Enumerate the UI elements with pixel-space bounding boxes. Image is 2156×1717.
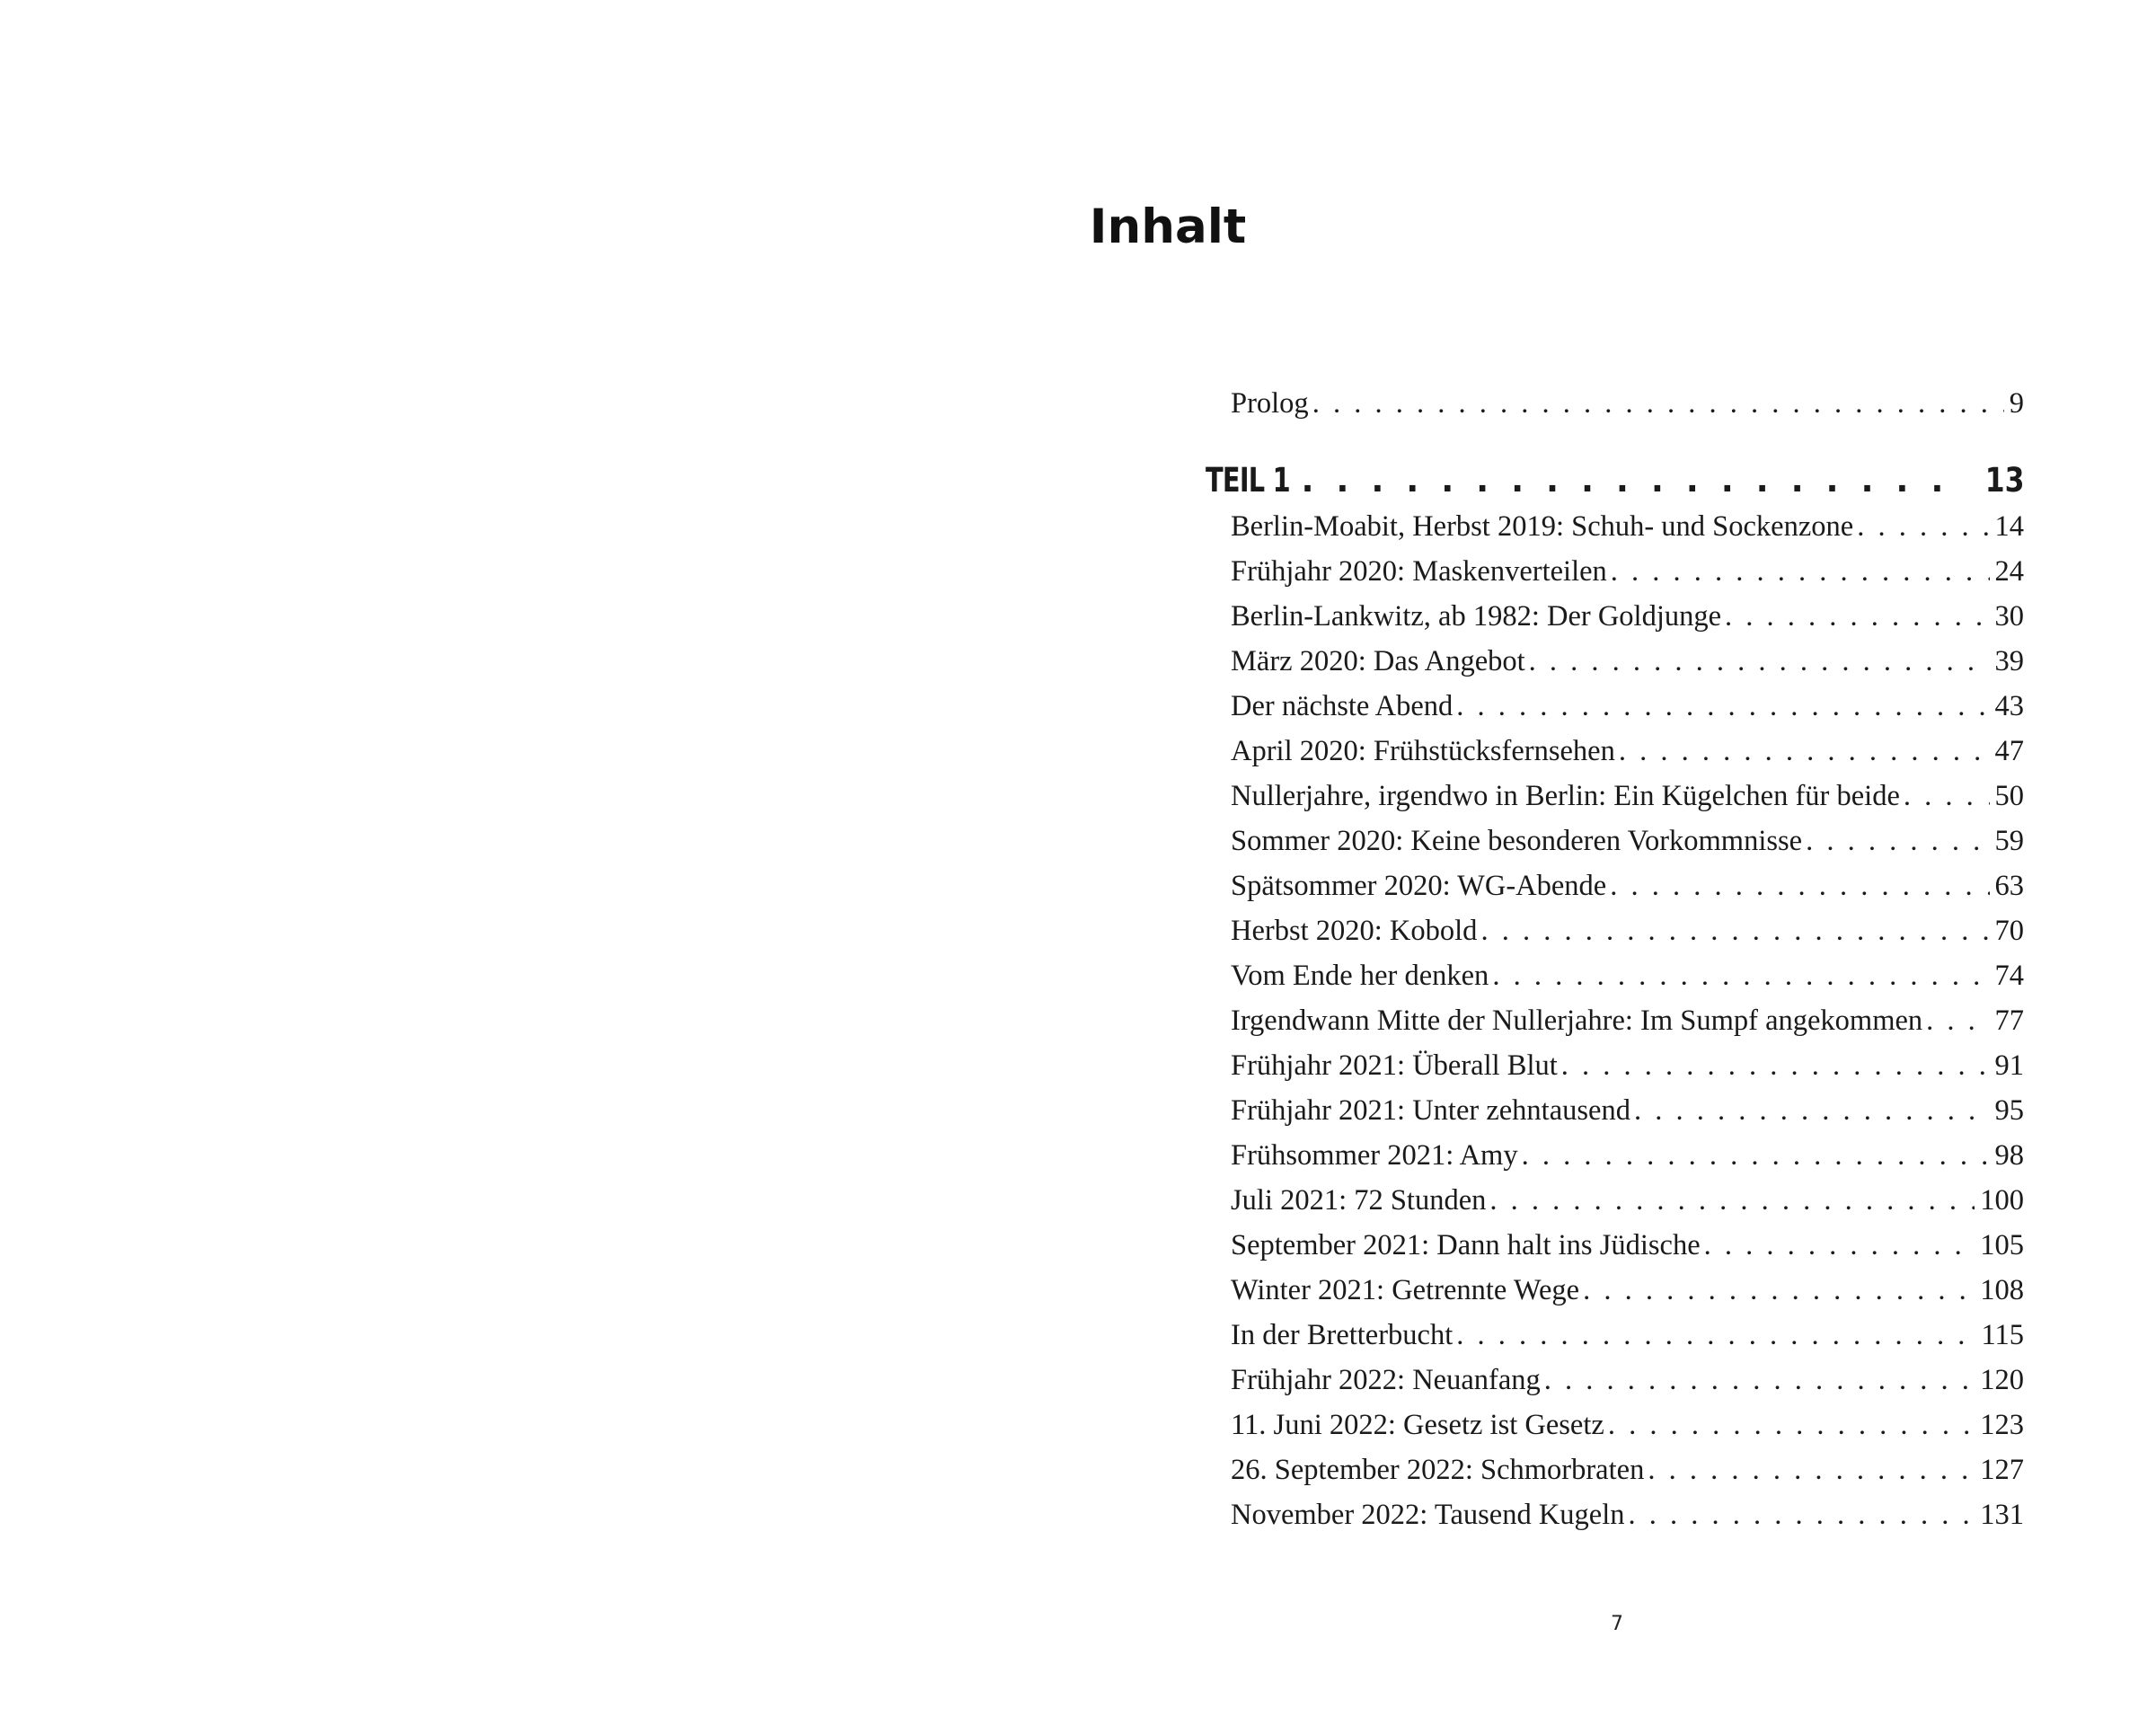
toc-entry [1231, 1088, 2024, 1133]
toc-entry [1231, 549, 2024, 594]
dot-leader [1611, 549, 1990, 594]
dot-leader [1619, 729, 1990, 774]
dot-leader [1857, 504, 1989, 549]
toc-entry [1231, 1492, 2024, 1537]
toc-entry-page: 95 [1994, 1094, 2024, 1127]
page-number: 7 [1611, 1613, 1623, 1635]
toc-entry-label: 11. Juni 2022: Gesetz ist Gesetz [1231, 1409, 1604, 1441]
dot-leader [1480, 908, 1989, 953]
toc-entry-label: Nullerjahre, irgendwo in Berlin: Ein Kügelchen für beide [1231, 780, 1900, 812]
toc-entry-label: Winter 2021: Getrennte Wege [1231, 1274, 1580, 1306]
dot-leader [1806, 819, 1989, 863]
dot-leader [1492, 953, 1989, 998]
toc-entry-label: April 2020: Frühstücksfernsehen [1231, 735, 1615, 767]
toc-entry-page: 14 [1994, 510, 2024, 543]
toc-entry-page: 47 [1994, 735, 2024, 767]
toc-entry-page: 30 [1994, 600, 2024, 633]
toc-entry [1231, 819, 2024, 863]
toc-entry-page: 98 [1994, 1139, 2024, 1172]
toc-entry [1231, 1403, 2024, 1447]
toc-entry-page: 123 [1980, 1409, 2024, 1441]
toc-entry [1231, 594, 2024, 639]
toc-entry [1231, 729, 2024, 774]
dot-leader [1648, 1447, 1975, 1492]
part-page: 13 [1984, 461, 2024, 500]
dot-leader [1583, 1268, 1975, 1313]
toc-entry-page: 120 [1980, 1364, 2024, 1396]
toc-entry-page: 24 [1994, 555, 2024, 588]
toc-entry [1231, 863, 2024, 908]
dot-leader [1629, 1492, 1975, 1537]
toc-entry [1231, 1043, 2024, 1088]
toc-entry [1231, 1358, 2024, 1403]
toc-entry-page: 100 [1980, 1184, 2024, 1217]
toc-entry-label: Frühjahr 2022: Neuanfang [1231, 1364, 1541, 1396]
toc-entry [1231, 908, 2024, 953]
dot-leader [1926, 998, 1989, 1043]
dot-leader [1725, 594, 1989, 639]
toc-entry [1231, 1268, 2024, 1313]
toc-entry [1231, 1313, 2024, 1358]
dot-leader [1456, 684, 1989, 729]
toc-entry-label: Frühjahr 2021: Überall Blut [1231, 1049, 1558, 1082]
toc-entry-label: Frühjahr 2020: Maskenverteilen [1231, 555, 1607, 588]
dot-leader [1312, 381, 2004, 426]
toc-entry-page: 9 [2009, 387, 2024, 420]
toc-entry-label: Herbst 2020: Kobold [1231, 915, 1478, 947]
toc-entry-page: 108 [1980, 1274, 2024, 1306]
dot-leader [1608, 1403, 1975, 1447]
dot-leader [1489, 1178, 1975, 1223]
toc-entry-label: Berlin-Moabit, Herbst 2019: Schuh- und Sockenzone [1231, 510, 1854, 543]
toc-entry-page: 91 [1994, 1049, 2024, 1082]
dot-leader [1561, 1043, 1990, 1088]
toc-entry-label: Frühjahr 2021: Unter zehntausend [1231, 1094, 1630, 1127]
toc-entry-page: 77 [1994, 1005, 2024, 1037]
toc-part-heading [1206, 454, 2024, 508]
dot-leader [1529, 639, 1990, 684]
toc-entry-label: In der Bretterbucht [1231, 1319, 1454, 1351]
toc-entry-label: 26. September 2022: Schmorbraten [1231, 1454, 1645, 1486]
toc-entry-label: Vom Ende her denken [1231, 960, 1489, 992]
toc-entry-label: November 2022: Tausend Kugeln [1231, 1499, 1625, 1531]
toc-entry-page: 115 [1981, 1319, 2024, 1351]
toc-entry-page: 39 [1994, 645, 2024, 677]
toc-entry [1231, 998, 2024, 1043]
toc-entry [1231, 639, 2024, 684]
toc-entry-page: 127 [1980, 1454, 2024, 1486]
toc-entry [1231, 1223, 2024, 1268]
toc-entry-page: 59 [1994, 825, 2024, 857]
toc-entry-label: Sommer 2020: Keine besonderen Vorkommnisse [1231, 825, 1803, 857]
toc-entry-page: 50 [1994, 780, 2024, 812]
part-label: TEIL 1 [1206, 461, 1290, 500]
toc-entry-label: Der nächste Abend [1231, 690, 1454, 722]
dot-leader [1704, 1223, 1975, 1268]
toc-entry-page: 74 [1994, 960, 2024, 992]
dot-leader [1610, 863, 1989, 908]
toc-entry-label: September 2021: Dann halt ins Jüdische [1231, 1229, 1701, 1261]
toc-entry [1231, 1133, 2024, 1178]
dot-leader [1544, 1358, 1975, 1403]
toc-entry [1231, 1178, 2024, 1223]
toc-entry-label: Frühsommer 2021: Amy [1231, 1139, 1518, 1172]
toc-entry-prolog [1231, 381, 2024, 426]
toc-entry [1231, 684, 2024, 729]
toc-entry-label: Irgendwann Mitte der Nullerjahre: Im Sumpf angekommen [1231, 1005, 1923, 1037]
toc-entry-label: März 2020: Das Angebot [1231, 645, 1525, 677]
dot-leader [1904, 774, 1990, 819]
toc-entry-label: Spätsommer 2020: WG-Abende [1231, 870, 1607, 902]
toc-entry [1231, 1447, 2024, 1492]
toc-entry-label: Prolog [1231, 387, 1309, 420]
toc-entry [1231, 504, 2024, 549]
page-title: Inhalt [1089, 199, 1247, 254]
dot-leader [1522, 1133, 1990, 1178]
toc-entry-label: Berlin-Lankwitz, ab 1982: Der Goldjunge [1231, 600, 1722, 633]
toc-entry-page: 105 [1980, 1229, 2024, 1261]
dot-leader [1634, 1088, 1990, 1133]
toc-entry-label: Juli 2021: 72 Stunden [1231, 1184, 1487, 1217]
toc-entry [1231, 774, 2024, 819]
toc-entry-page: 70 [1994, 915, 2024, 947]
toc-entry-page: 63 [1994, 870, 2024, 902]
toc-entry-page: 43 [1994, 690, 2024, 722]
dot-leader [1456, 1313, 1975, 1358]
toc-entry-page: 131 [1980, 1499, 2024, 1531]
dot-leader [1301, 454, 1965, 508]
toc-entry [1231, 953, 2024, 998]
